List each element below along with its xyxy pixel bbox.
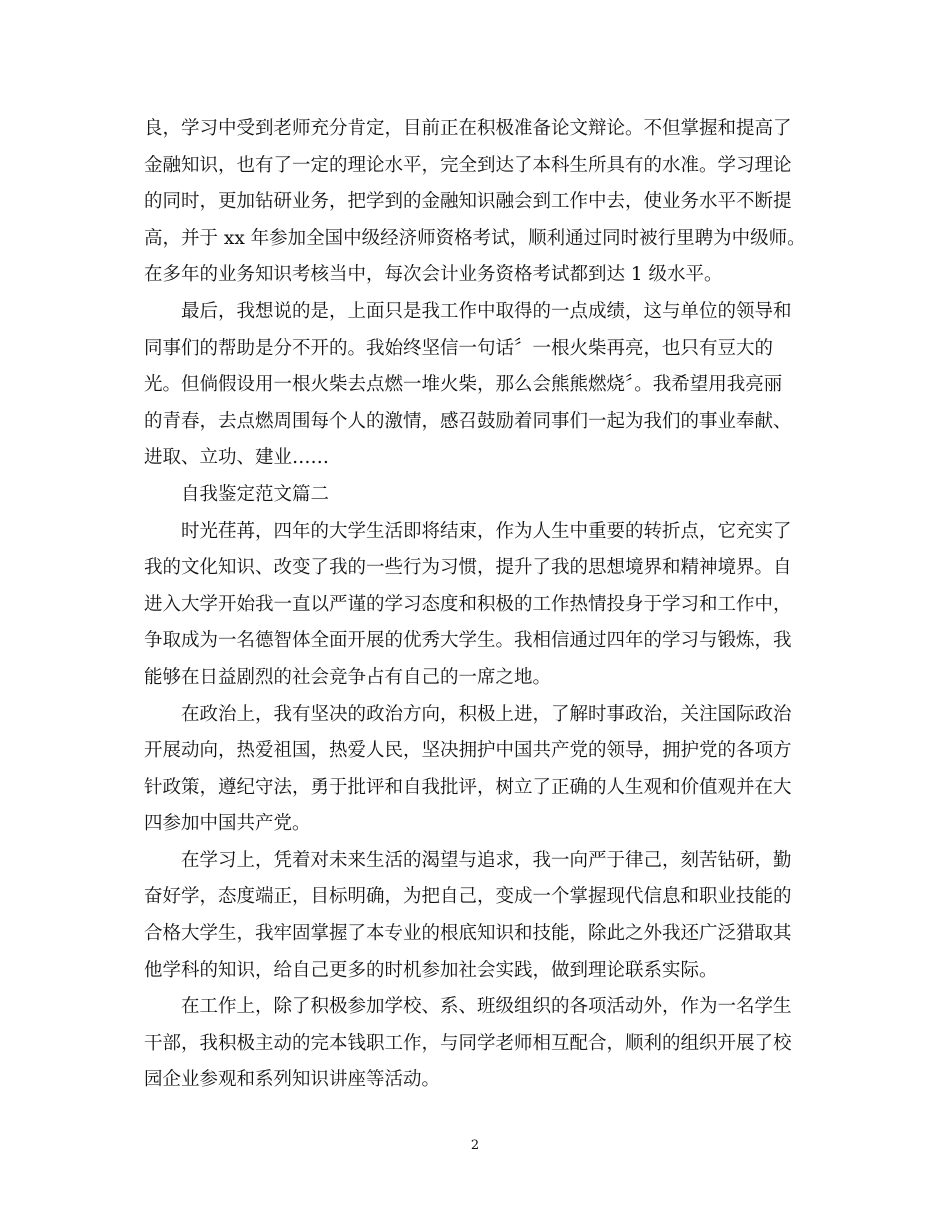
text-line: 开展动向，热爱祖国，热爱人民，坚决拥护中国共产党的领导，拥护党的各项方 (144, 740, 792, 762)
text-line: 合格大学生，我牢固掌握了本专业的根底知识和技能，除此之外我还广泛猎取其 (144, 923, 792, 945)
paragraph-start-line: 最后，我想说的是，上面只是我工作中取得的一点成绩，这与单位的领导和 (181, 300, 792, 322)
text-line: 奋好学，态度端正，目标明确，为把自己，变成一个掌握现代信息和职业技能的 (144, 886, 792, 908)
page-number: 2 (470, 1138, 480, 1153)
text-line: 金融知识，也有了一定的理论水平，完全到达了本科生所具有的水准。学习理论 (144, 154, 792, 176)
text-line: 争取成为一名德智体全面开展的优秀大学生。我相信通过四年的学习与锻炼，我 (144, 630, 792, 652)
text-line: 针政策，遵纪守法，勇于批评和自我批评，树立了正确的人生观和价值观并在大 (144, 776, 792, 798)
paragraph-start-line: 在工作上，除了积极参加学校、系、班级组织的各项活动外，作为一名学生 (181, 996, 792, 1018)
document-body (144, 111, 804, 1099)
section-heading: 自我鉴定范文篇二 (181, 483, 330, 505)
paragraph-start-line: 在政治上，我有坚决的政治方向，积极上进，了解时事政治，关注国际政治 (181, 703, 792, 725)
text-line: 光。但倘假设用一根火柴去点燃一堆火柴，那么会熊熊燃烧〞。我希望用我亮丽 (144, 374, 783, 396)
text-line: 的同时，更加钻研业务，把学到的金融知识融会到工作中去，使业务水平不断提 (144, 191, 792, 213)
text-line: 的青春，去点燃周围每个人的激情，感召鼓励着同事们一起为我们的事业奉献、 (144, 410, 792, 432)
paragraph-start-line: 时光荏苒，四年的大学生活即将结束，作为人生中重要的转折点，它充实了 (181, 520, 792, 542)
text-line: 在多年的业务知识考核当中，每次会计业务资格考试都到达 1 级水平。 (144, 264, 723, 286)
text-line: 他学科的知识，给自己更多的时机参加社会实践，做到理论联系实际。 (144, 959, 718, 981)
text-line: 我的文化知识、改变了我的一些行为习惯，提升了我的思想境界和精神境界。自 (144, 557, 792, 579)
text-line: 高，并于 xx 年参加全国中级经济师资格考试，顺利通过同时被行里聘为中级师。 (144, 227, 806, 249)
text-line: 进入大学开始我一直以严谨的学习态度和积极的工作热情投身于学习和工作中， (144, 593, 792, 615)
text-line: 良，学习中受到老师充分肯定，目前正在积极准备论文辩论。不但掌握和提高了 (144, 118, 792, 139)
text-line: 能够在日益剧烈的社会竞争占有自己的一席之地。 (144, 666, 552, 688)
text-line: 同事们的帮助是分不开的。我始终坚信一句话〞一根火柴再亮，也只有豆大的 (144, 337, 774, 359)
text-line: 进取、立功、建业…… (144, 447, 330, 469)
text-line: 干部，我积极主动的完本钱职工作，与同学老师相互配合，顺利的组织开展了校 (144, 1032, 792, 1054)
paragraph-start-line: 在学习上，凭着对未来生活的渴望与追求，我一向严于律己，刻苦钻研，勤 (181, 849, 792, 871)
text-line: 四参加中国共产党。 (144, 813, 311, 835)
text-line: 园企业参观和系列知识讲座等活动。 (144, 1069, 441, 1091)
